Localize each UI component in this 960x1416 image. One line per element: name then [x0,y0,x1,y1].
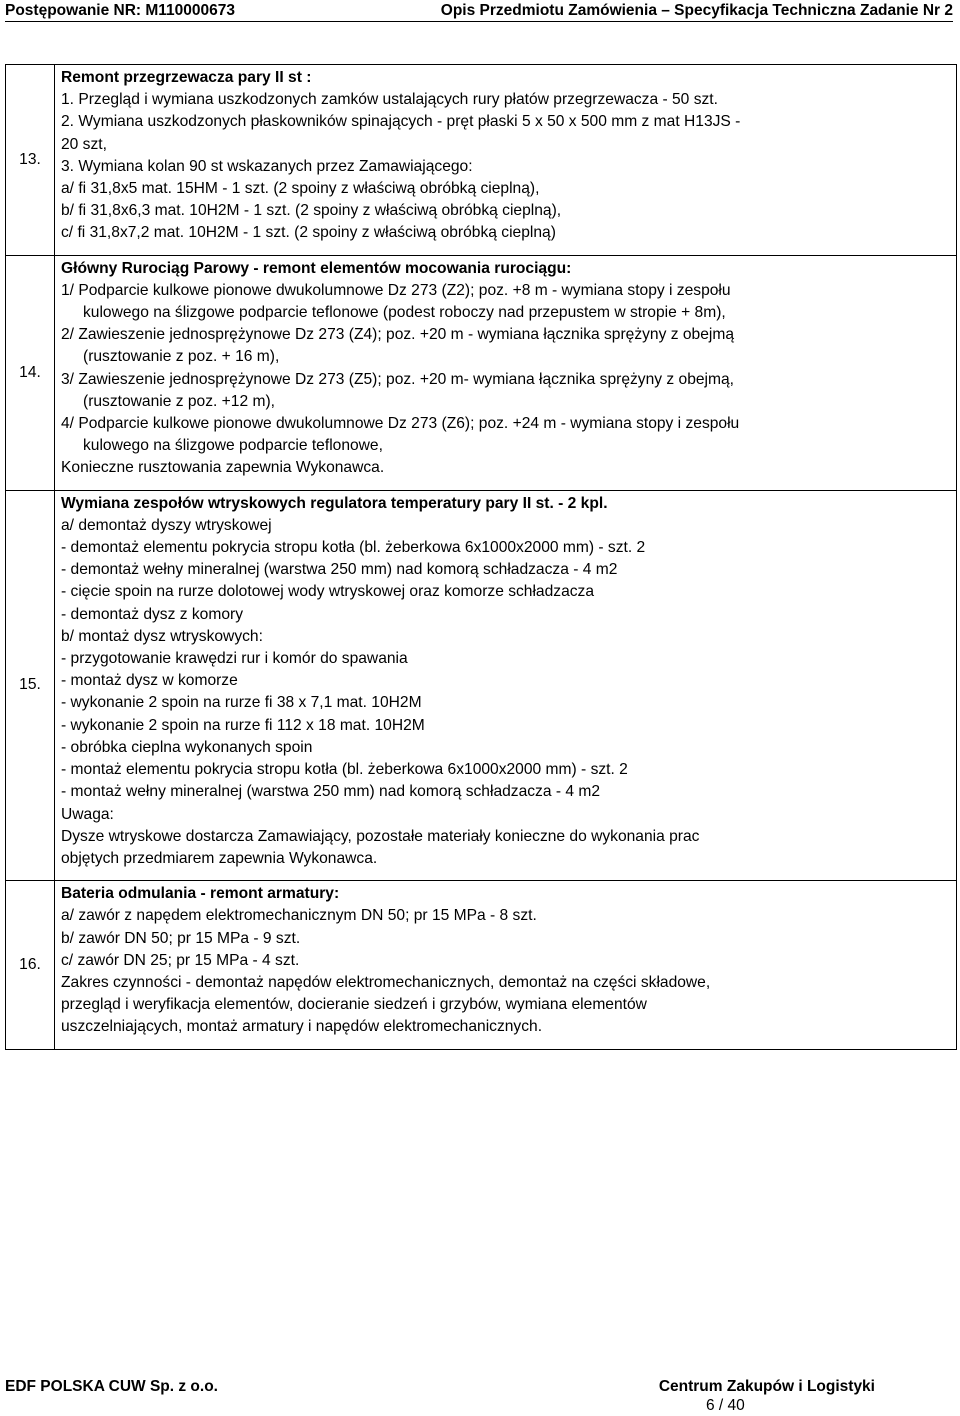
description-line: 4/ Podparcie kulkowe pionowe dwukolumnowe Dz 273 (Z6); poz. +24 m - wymiana stopy i zespołu [61,415,740,433]
item-heading: Remont przegrzewacza pary II st : [61,69,312,86]
description-line: b/ montaż dysz wtryskowych: [61,627,263,645]
description-line: kulowego na ślizgowe podparcie teflonowe (podest roboczy nad przepustem w stropie + 8m), [83,304,726,322]
description-line: - przygotowanie krawędzi rur i komór do spawania [61,650,408,668]
description-line: uszczelniających, montaż armatury i napędów elektromechanicznych. [61,1018,543,1036]
item-heading: Główny Rurociąg Parowy - remont elementów mocowania rurociągu: [61,259,572,277]
description-line: 1/ Podparcie kulkowe pionowe dwukolumnowe Dz 273 (Z2); poz. +8 m - wymiana stopy i zespołu [61,281,731,299]
footer-company: EDF POLSKA CUW Sp. z o.o. [5,1378,218,1395]
description-line: c/ zawór DN 25; pr 15 MPa - 4 szt. [61,951,300,969]
description-line: a/ fi 31,8x5 mat. 15HM - 1 szt. (2 spoiny z właściwą obróbką cieplną), [61,180,540,198]
description-line: 1. Przegląd i wymiana uszkodzonych zamków ustalających rury płatów przegrzewacza - 50 szt. [61,91,718,109]
description-line: Zakres czynności - demontaż napędów elektromechanicznych, demontaż na części składowe, [61,973,711,991]
page-footer [5,1378,875,1396]
table-row [6,881,957,1049]
item-description [55,255,957,490]
description-line: - montaż elementu pokrycia stropu kotła (bl. żeberkowa 6x1000x2000 mm) - szt. 2 [61,761,628,779]
item-description [55,65,957,256]
table-row [6,490,957,880]
description-line: - demontaż dysz z komory [61,605,243,623]
description-line: (rusztowanie z poz. + 16 m), [83,348,280,366]
description-line: a/ zawór z napędem elektromechanicznym DN 50; pr 15 MPa - 8 szt. [61,907,537,925]
description-line: 3. Wymiana kolan 90 st wskazanych przez Zamawiającego: [61,157,473,175]
description-line: objętych przedmiarem zapewnia Wykonawca. [61,849,378,867]
description-line: - demontaż wełny mineralnej (warstwa 250 mm) nad komorą schładzacza - 4 m2 [61,561,618,579]
page-number: 6 / 40 [706,1397,745,1414]
description-line: a/ demontaż dyszy wtryskowej [61,516,272,534]
header-procedure-number: Postępowanie NR: M110000673 [5,2,236,19]
footer-department: Centrum Zakupów i Logistyki [658,1378,875,1395]
description-line: - cięcie spoin na rurze dolotowej wody wtryskowej oraz komorze schładzacza [61,583,595,601]
item-number: 13. [6,65,55,256]
description-line: - wykonanie 2 spoin na rurze fi 38 x 7,1 mat. 10H2M [61,694,422,712]
description-line: - montaż dysz w komorze [61,672,238,690]
item-number: 16. [6,881,55,1049]
description-line: 2. Wymiana uszkodzonych płaskowników spinających - pręt płaski 5 x 50 x 500 mm z mat H13JS - [61,113,741,131]
description-line: 3/ Zawieszenie jednosprężynowe Dz 273 (Z5); poz. +20 m- wymiana łącznika sprężyny z obejmą, [61,370,734,388]
table-row [6,65,957,256]
description-line: c/ fi 31,8x7,2 mat. 10H2M - 1 szt. (2 spoiny z właściwą obróbką cieplną) [61,224,556,242]
description-line: Dysze wtryskowe dostarcza Zamawiający, pozostałe materiały konieczne do wykonania prac [61,827,700,845]
description-line: (rusztowanie z poz. +12 m), [83,392,275,410]
item-heading: Wymiana zespołów wtryskowych regulatora temperatury pary II st. - 2 kpl. [61,494,608,512]
item-description [55,490,957,880]
item-heading: Bateria odmulania - remont armatury: [61,885,340,903]
description-line: b/ zawór DN 50; pr 15 MPa - 9 szt. [61,929,301,947]
page-header [5,0,953,22]
specification-table [5,64,957,1050]
description-line: Uwaga: [61,805,114,823]
description-line: 2/ Zawieszenie jednosprężynowe Dz 273 (Z4); poz. +20 m - wymiana łącznika sprężyny z obejmą [61,326,734,344]
description-line: - wykonanie 2 spoin na rurze fi 112 x 18 mat. 10H2M [61,716,425,734]
header-document-title: Opis Przedmiotu Zamówienia – Specyfikacja Techniczna Zadanie Nr 2 [440,2,953,19]
item-number: 14. [6,255,55,490]
table-row [6,255,957,490]
description-line: kulowego na ślizgowe podparcie teflonowe, [83,437,383,455]
description-line: - demontaż elementu pokrycia stropu kotła (bl. żeberkowa 6x1000x2000 mm) - szt. 2 [61,539,646,557]
description-line: b/ fi 31,8x6,3 mat. 10H2M - 1 szt. (2 spoiny z właściwą obróbką cieplną), [61,202,562,220]
description-line: 20 szt, [61,135,107,153]
description-line: Konieczne rusztowania zapewnia Wykonawca. [61,459,385,477]
description-line: - montaż wełny mineralnej (warstwa 250 mm) nad komorą schładzacza - 4 m2 [61,783,601,801]
item-number: 15. [6,490,55,880]
description-line: przegląd i weryfikacja elementów, docieranie siedzeń i grzybów, wymiana elementów [61,996,647,1014]
item-description [55,881,957,1049]
description-line: - obróbka cieplna wykonanych spoin [61,738,313,756]
header-divider [5,21,953,22]
